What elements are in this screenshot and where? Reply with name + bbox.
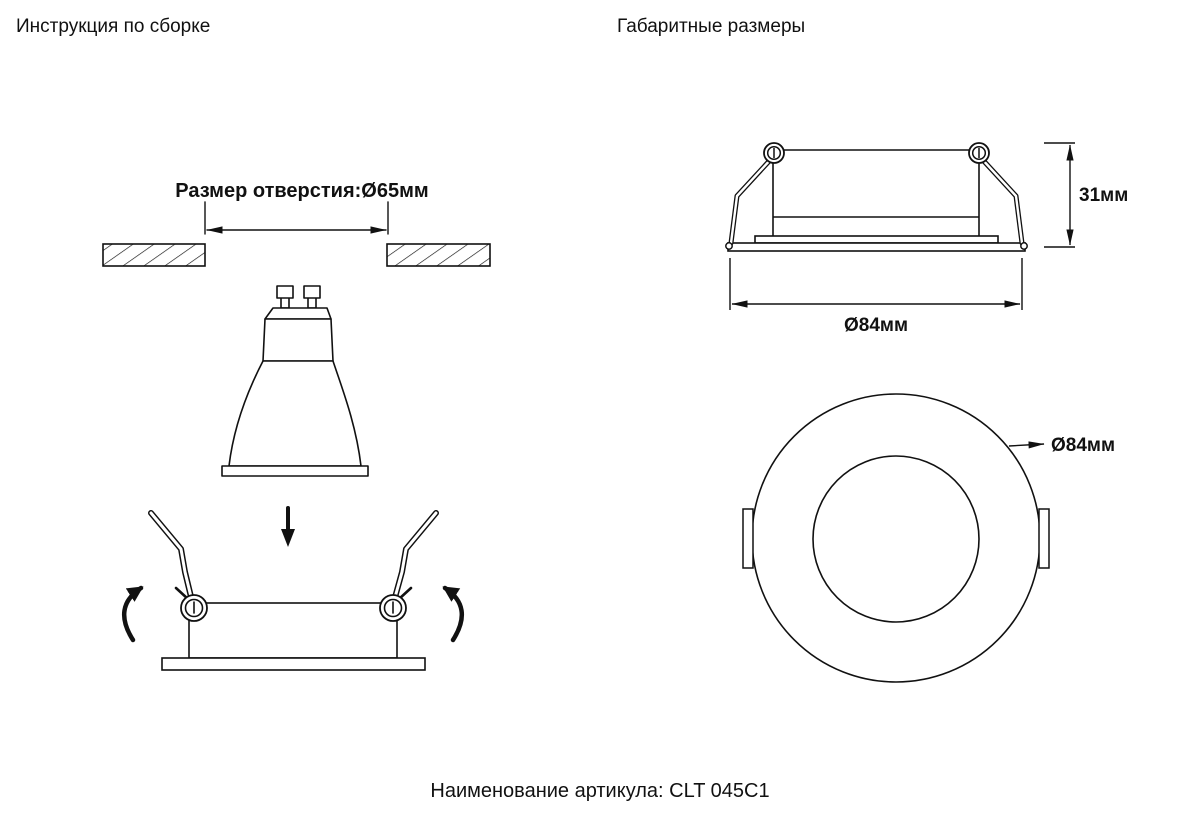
housing-flange [162, 658, 425, 670]
lamp-base-body [263, 319, 333, 361]
hole-size-label: Размер отверстия:Ø65мм [175, 180, 429, 202]
side-spring-clip-right [969, 143, 1027, 249]
clip-slot-right [1039, 509, 1049, 568]
trim-ring-inner-circle [813, 456, 979, 622]
bottom-diameter-leader [1009, 444, 1044, 446]
lamp-pin-cap-right [304, 286, 320, 298]
lamp-neck [265, 308, 331, 319]
height-dimension-label: 31мм [1079, 185, 1129, 206]
spring-clip-left [151, 513, 207, 621]
insert-direction-arrow [281, 508, 295, 547]
bottom-view [743, 394, 1115, 682]
ceiling-section-left [103, 244, 205, 266]
assembly-instructions-title: Инструкция по сборке [16, 16, 211, 37]
lamp-pin-cap-left [277, 286, 293, 298]
clip-slot-left [743, 509, 753, 568]
side-trim-step [755, 236, 998, 243]
side-housing [728, 150, 1025, 251]
ceiling-section-right [387, 244, 490, 266]
assembly-view [103, 180, 490, 670]
side-diameter-dimension [730, 258, 1022, 310]
lamp-front-rim [222, 466, 368, 476]
bottom-diameter-label: Ø84мм [1051, 435, 1116, 456]
rotate-arrow-right [445, 588, 462, 640]
gu10-lamp [222, 286, 368, 476]
side-spring-clip-left [726, 143, 784, 249]
rotate-arrow-left [124, 588, 141, 640]
side-view [726, 143, 1128, 336]
spring-clip-right [380, 513, 436, 621]
article-name-caption: Наименование артикула: CLT 045C1 [430, 780, 770, 802]
lamp-reflector-bell [229, 361, 361, 466]
side-flange [728, 243, 1025, 251]
height-dimension [1044, 143, 1075, 247]
housing-body [189, 603, 397, 658]
side-diameter-label: Ø84мм [843, 315, 909, 336]
overall-dimensions-title: Габаритные размеры [617, 16, 806, 37]
